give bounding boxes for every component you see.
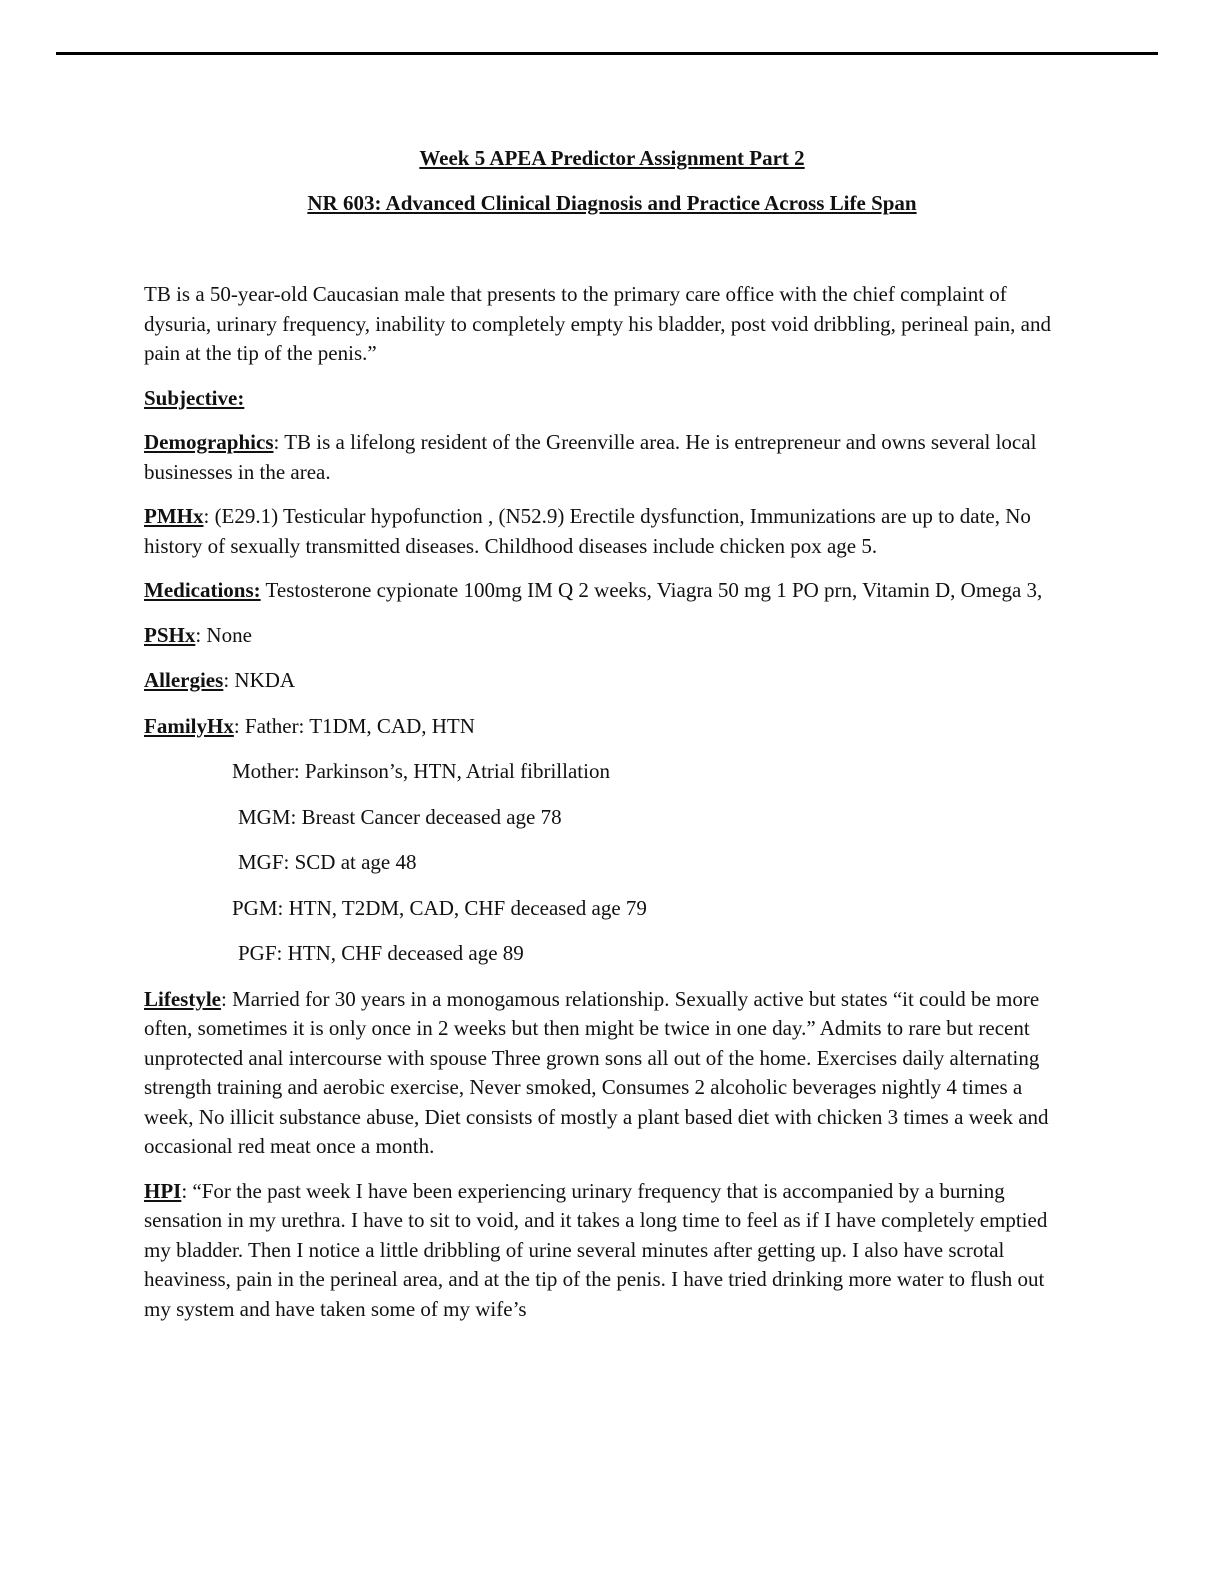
lifestyle-label: Lifestyle (144, 986, 221, 1011)
pmhx-text: : (E29.1) Testicular hypofunction , (N52.9) Erectile dysfunction, Immunizations are up to date, No history of sexually transmitted diseases. Childhood diseases include chicken pox age 5. (144, 504, 1031, 558)
hpi-text: : “For the past week I have been experiencing urinary frequency that is accompanied by a burning sensation in my urethra. I have to sit to void, and it takes a long time to feel as if I have completely emptied my bladder. Then I notice a little dribbling of urine several minutes after getting up. I also have scrotal heaviness, pain in the perineal area, and at the tip of the penis. I have tried drinking more water to flush out my system and have taken some of my wife’s (144, 1178, 1048, 1321)
medications-label: Medications: (144, 578, 261, 602)
familyhx-father: : Father: T1DM, CAD, HTN (233, 713, 475, 738)
hpi-label: HPI (144, 1178, 182, 1203)
document-title: Week 5 APEA Predictor Assignment Part 2 (419, 146, 805, 170)
lifestyle-text: : Married for 30 years in a monogamous relationship. Sexually active but states “it could be more often, sometimes it is only once in 2 weeks but then might be twice in one day.” Admits to rare but recent unprotected anal intercourse with spouse Three grown sons all out of the home. Exercises daily alternating strength training and aerobic exercise, Never smoked, Consumes 2 alcoholic beverages nightly 4 times a week, No illicit substance abuse, Diet consists of mostly a plant based diet with chicken 3 times a week and occasional red meat once a month. (144, 986, 1049, 1158)
medications-paragraph (144, 576, 1068, 606)
top-rule (56, 52, 1158, 55)
familyhx-mgm: MGM: Breast Cancer deceased age 78 (238, 804, 562, 829)
familyhx-pgf: PGF: HTN, CHF deceased age 89 (238, 941, 524, 965)
demographics-text: : TB is a lifelong resident of the Greenville area. He is entrepreneur and owns several local businesses in the area. (144, 430, 1037, 484)
pshx-text: : None (195, 622, 252, 647)
familyhx-mother: Mother: Parkinson’s, HTN, Atrial fibrillation (232, 759, 610, 783)
familyhx-paragraph (144, 712, 1068, 742)
subjective-heading: Subjective: (144, 385, 245, 410)
lifestyle-paragraph (144, 985, 1068, 1162)
allergies-paragraph (144, 666, 1068, 696)
medications-text: Testosterone cypionate 100mg IM Q 2 weeks, Viagra 50 mg 1 PO prn, Vitamin D, Omega 3, (260, 578, 1043, 602)
demographics-label: Demographics (144, 430, 274, 454)
document-body (144, 280, 1068, 1339)
course-title: NR 603: Advanced Clinical Diagnosis and Practice Across Life Span (307, 191, 917, 215)
familyhx-label: FamilyHx (144, 713, 234, 738)
allergies-label: Allergies (144, 668, 224, 692)
familyhx-mgf: MGF: SCD at age 48 (238, 850, 417, 874)
hpi-paragraph (144, 1177, 1068, 1325)
pmhx-paragraph (144, 502, 1068, 561)
familyhx-pgm: PGM: HTN, T2DM, CAD, CHF deceased age 79 (232, 895, 647, 920)
allergies-text: : NKDA (223, 668, 296, 692)
pshx-paragraph (144, 621, 1068, 651)
demographics-paragraph (144, 428, 1068, 487)
intro-paragraph: TB is a 50-year-old Caucasian male that presents to the primary care office with the chief complaint of dysuria, urinary frequency, inability to completely empty his bladder, post void dribbling, perineal pain, and pain at the tip of the penis.” (144, 282, 1051, 365)
subjective-section (144, 384, 1068, 414)
pshx-label: PSHx (144, 622, 196, 647)
pmhx-label: PMHx (144, 504, 204, 528)
